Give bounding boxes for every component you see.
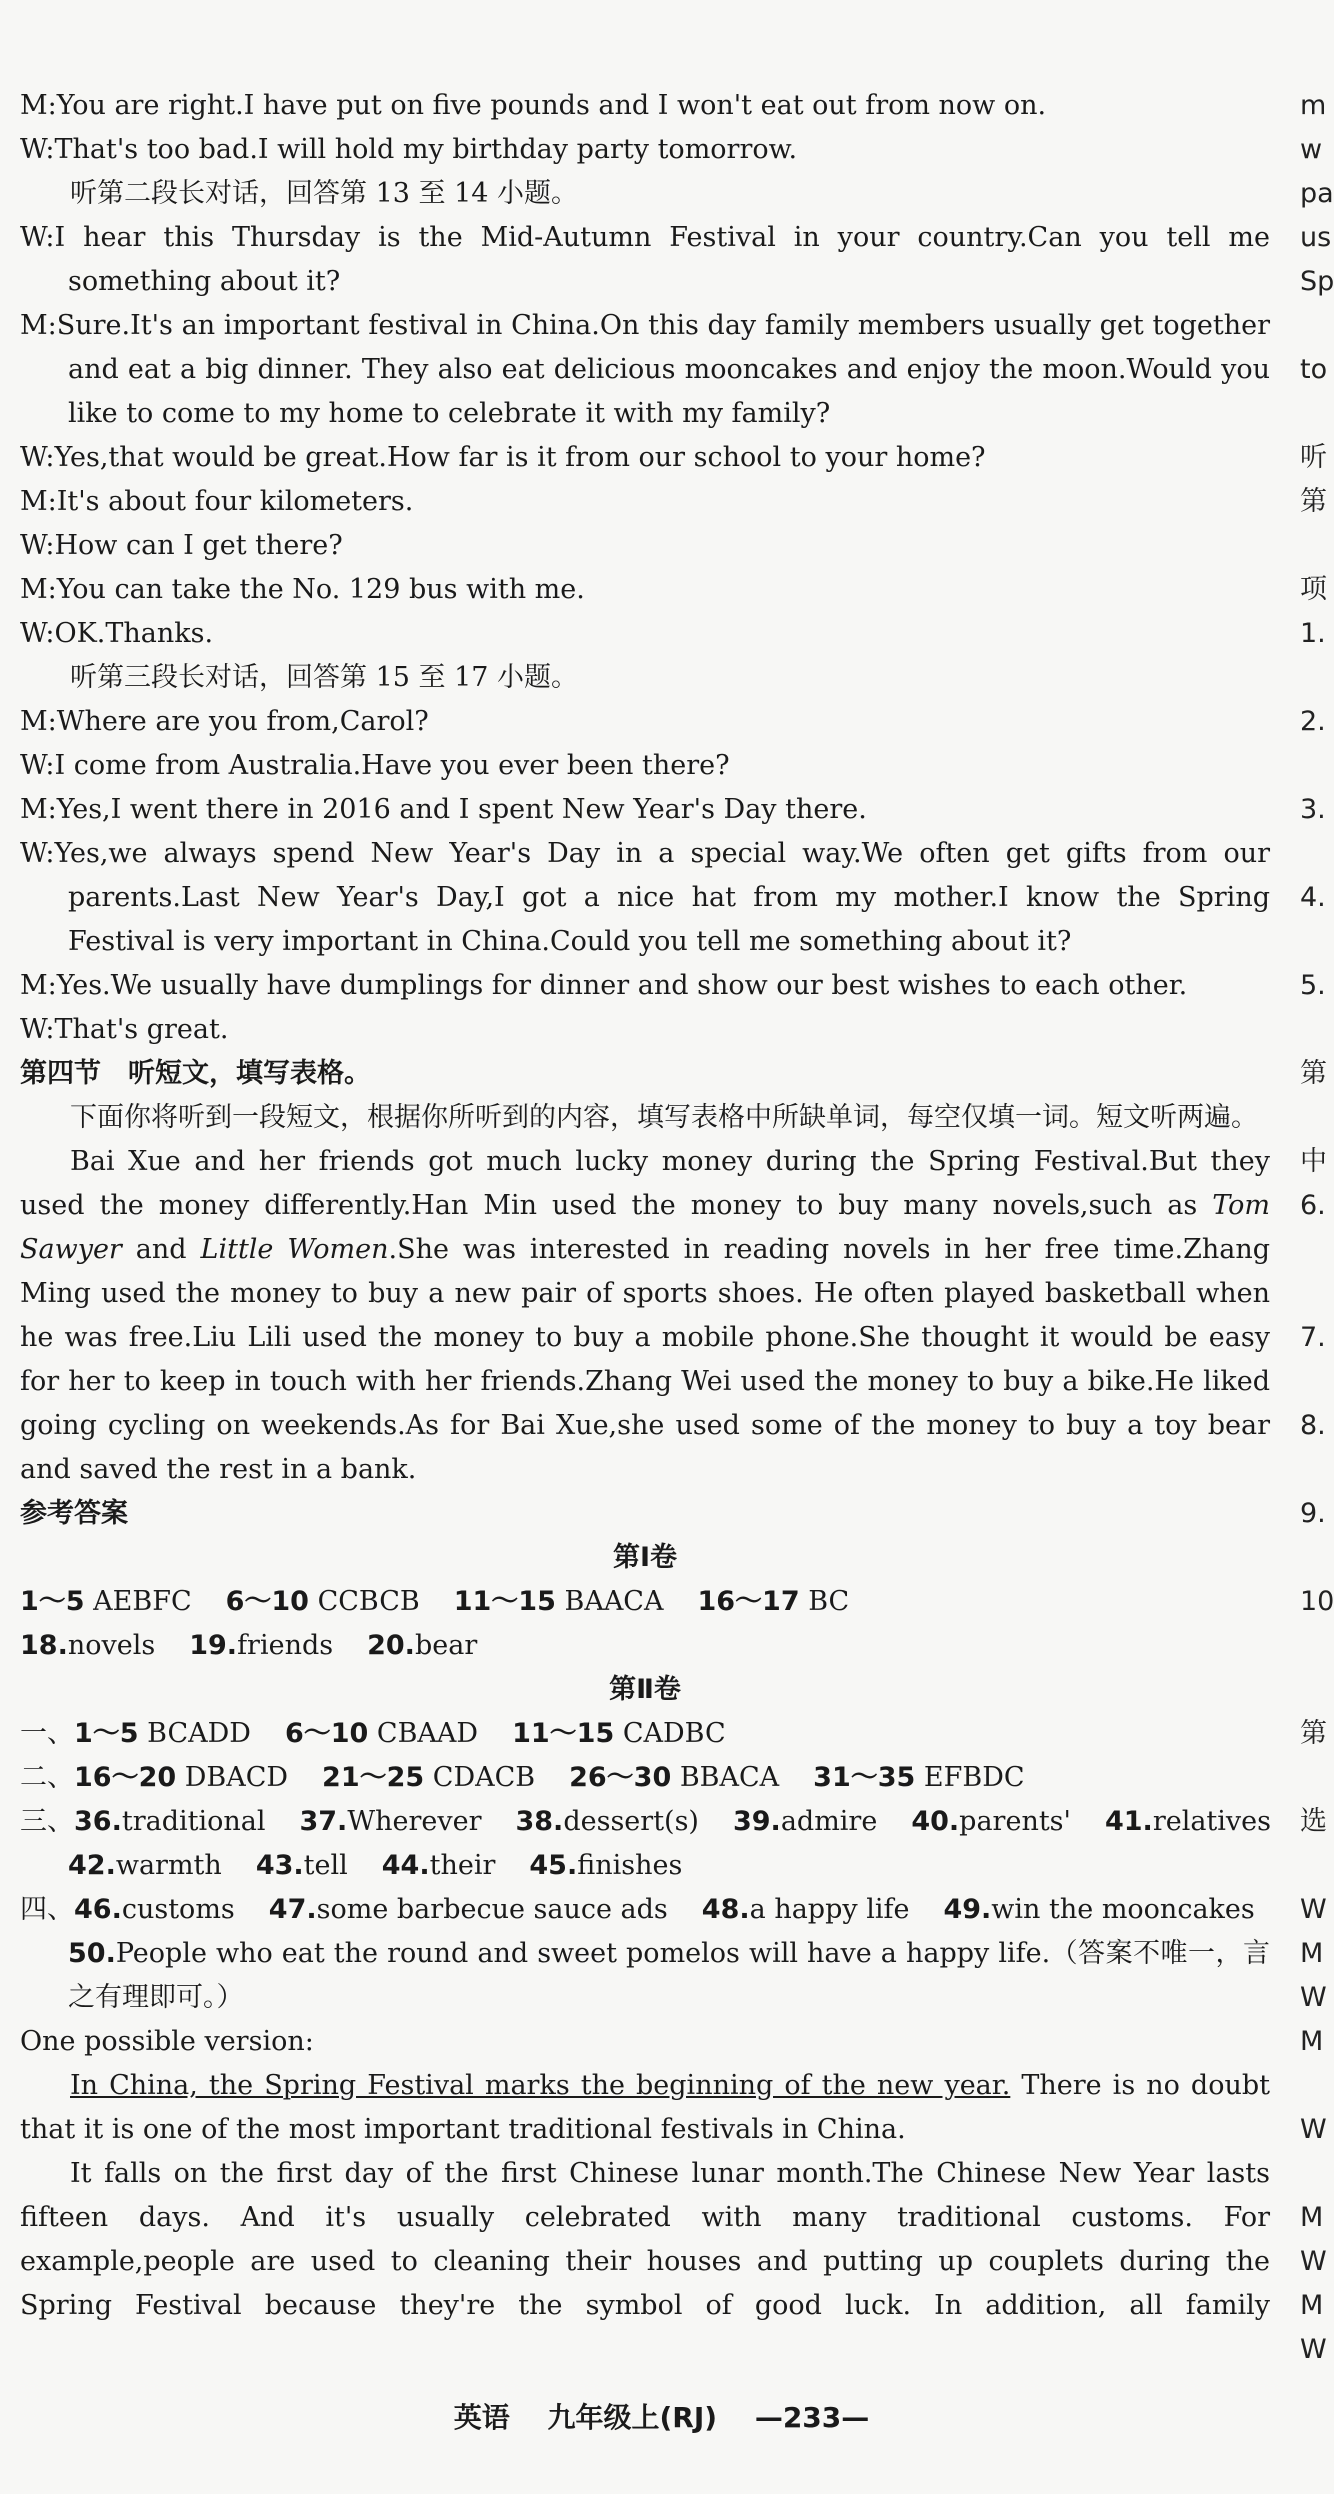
- answer-value: warmth: [115, 1850, 222, 1881]
- answer-number: 16～20: [74, 1762, 177, 1793]
- answer-number: 36.: [74, 1806, 122, 1837]
- dialogue-line: W:OK.Thanks.: [20, 618, 214, 649]
- answer-item: [68, 1850, 222, 1881]
- answer-number: 31～35: [813, 1762, 916, 1793]
- answer-item: [74, 1806, 265, 1837]
- answer-value: parents': [959, 1806, 1071, 1837]
- dialogue-line: W:That's too bad.I will hold my birthday party tomorrow.: [20, 134, 798, 165]
- answer-section-prefix: 一、: [20, 1718, 74, 1749]
- essay-paragraph-2: It falls on the first day of the first Chinese lunar month.The Chinese New Year lasts fifteen days. And it's usually celebrated with many traditional customs. For example,people are used to cleaning their houses and putting up couplets during the Spring Festival because they're the symbol of good luck. In addition, all family: [20, 2158, 1270, 2321]
- answer-item: [569, 1762, 779, 1793]
- answer-item: [454, 1586, 664, 1617]
- answer-item: [529, 1850, 682, 1881]
- volume-2-answers-part-4: [20, 1888, 1270, 1932]
- column-fragment: m: [1300, 90, 1327, 121]
- instruction-13-14: 听第二段长对话，回答第 13 至 14 小题。: [70, 178, 579, 209]
- column-fragment: W: [1300, 2114, 1327, 2145]
- answer-item: [20, 1630, 155, 1661]
- answer-number: 38.: [515, 1806, 564, 1837]
- answer-item: [256, 1850, 348, 1881]
- section-4-title: 第四节 听短文，填写表格。: [20, 1058, 371, 1089]
- volume-2-title: 第Ⅱ卷: [609, 1674, 681, 1705]
- book-title-2: Little Women: [200, 1234, 389, 1265]
- answer-number: 46.: [74, 1894, 122, 1925]
- answer-item: [382, 1850, 496, 1881]
- answer-item: [269, 1894, 668, 1925]
- dialogue-line: M:Yes,I went there in 2016 and I spent New Year's Day there.: [20, 794, 867, 825]
- answer-value: traditional: [121, 1806, 266, 1837]
- answer-number: 45.: [529, 1850, 578, 1881]
- answer-item: [226, 1586, 420, 1617]
- column-fragment: 4.: [1300, 882, 1326, 913]
- answer-value: bear: [414, 1630, 478, 1661]
- answer-number: 11～15: [453, 1586, 556, 1617]
- volume-2-answers-part-2: [20, 1756, 1270, 1800]
- essay-paragraph-1-rest: There is no doubt that it is one of the most important traditional festivals in China.: [20, 2070, 1270, 2145]
- dialogue-line: W:I hear this Thursday is the Mid-Autumn Festival in your country.Can you tell me something about it?: [20, 222, 1270, 297]
- book-title-1: Tom Sawyer: [20, 1190, 1270, 1265]
- answer-value: CBAAD: [368, 1718, 479, 1749]
- answer-number: 20.: [367, 1630, 415, 1661]
- answer-value: relatives: [1152, 1806, 1272, 1837]
- volume-2-answers-part-3: [20, 1800, 1270, 1844]
- answer-number: 42.: [68, 1850, 116, 1881]
- answer-number: 48.: [701, 1894, 750, 1925]
- dialogue-part-1: [20, 84, 1270, 172]
- column-fragment: pa: [1300, 178, 1334, 209]
- answer-number: 18.: [20, 1630, 68, 1661]
- answer-number: 37.: [299, 1806, 348, 1837]
- answer-number: 43.: [255, 1850, 304, 1881]
- dialogue-line: M:Sure.It's an important festival in China.On this day family members usually get together and eat a big dinner. They also eat delicious mooncakes and enjoy the moon.Would you like to come to my home to celebrate it with my family?: [20, 310, 1270, 429]
- column-fragment: W: [1300, 2334, 1327, 2365]
- answer-number: 44.: [381, 1850, 430, 1881]
- answer-item: [911, 1806, 1071, 1837]
- answer-item: [512, 1718, 726, 1749]
- answer-value: win the mooncakes: [991, 1894, 1255, 1925]
- answer-item: [20, 1586, 192, 1617]
- column-fragment: M: [1300, 1938, 1324, 1969]
- column-fragment: 第: [1300, 1718, 1327, 1749]
- essay-topic-sentence: In China, the Spring Festival marks the beginning of the new year.: [70, 2070, 1011, 2101]
- dialogue-line: W:That's great.: [20, 1014, 229, 1045]
- answer-item: [367, 1630, 477, 1661]
- answer-number: 6～10: [284, 1718, 369, 1749]
- answer-value: EFBDC: [915, 1762, 1025, 1793]
- answer-number: 26～30: [569, 1762, 672, 1793]
- instruction-15-17: 听第三段长对话，回答第 15 至 17 小题。: [70, 662, 579, 693]
- answer-number: 40.: [911, 1806, 960, 1837]
- column-fragment: 项: [1300, 574, 1327, 605]
- next-page-column-fragment: [1300, 84, 1334, 2374]
- answer-number: 39.: [732, 1806, 781, 1837]
- answer-item: [813, 1762, 1024, 1793]
- answer-value: CDACB: [424, 1762, 536, 1793]
- dialogue-line: M:You can take the No. 129 bus with me.: [20, 574, 585, 605]
- dialogue-line: M:You are right.I have put on five pounds and I won't eat out from now on.: [20, 90, 1047, 121]
- answer-item: [189, 1630, 333, 1661]
- answer-number: 21～25: [322, 1762, 425, 1793]
- answer-item: [74, 1718, 251, 1749]
- answer-value: finishes: [577, 1850, 683, 1881]
- footer-grade: 九年级上(RJ): [547, 2401, 718, 2434]
- answer-value: friends: [237, 1630, 334, 1661]
- version-label: One possible version:: [20, 2026, 314, 2057]
- dialogue-line: M:Yes.We usually have dumplings for dinner and show our best wishes to each other.: [20, 970, 1188, 1001]
- answer-section-prefix: 三、: [20, 1806, 74, 1837]
- answer-item: [733, 1806, 877, 1837]
- column-fragment: 2.: [1300, 706, 1326, 737]
- answer-item: [74, 1894, 235, 1925]
- listening-passage: [20, 1140, 1270, 1492]
- column-fragment: to: [1300, 354, 1328, 385]
- answer-section-prefix: 四、: [20, 1894, 74, 1925]
- answer-value: CADBC: [614, 1718, 726, 1749]
- column-fragment: W: [1300, 1894, 1327, 1925]
- passage-part-2: .She was interested in reading novels in her free time.Zhang Ming used the money to buy a new pair of sports shoes. He often played basketball when he was free.Liu Lili used the money to buy a mobile phone.She thought it would be easy for her to keep in touch with her friends.Zhang Wei used the money to buy a bike.He liked going cycling on weekends.As for Bai Xue,she used some of the money to buy a toy bear and saved the rest in a bank.: [20, 1234, 1271, 1485]
- dialogue-line: W:Yes,we always spend New Year's Day in a special way.We often get gifts from our parents.Last New Year's Day,I got a nice hat from my mother.I know the Spring Festival is very important in China.Could you tell me something about it?: [20, 838, 1270, 957]
- answer-50: [20, 1932, 1270, 2020]
- answers-title: 参考答案: [20, 1498, 128, 1529]
- answer-number: 1～5: [20, 1586, 85, 1617]
- answer-number: 6～10: [225, 1586, 309, 1617]
- answer-value: DBACD: [176, 1762, 289, 1793]
- column-fragment: 选: [1300, 1806, 1327, 1837]
- answer-value: BBACA: [671, 1762, 780, 1793]
- answer-value: some barbecue sauce ads: [316, 1894, 668, 1925]
- column-fragment: W: [1300, 2246, 1327, 2277]
- column-fragment: 1.: [1300, 618, 1326, 649]
- answer-value: dessert(s): [563, 1806, 699, 1837]
- volume-2-answers-part-3-cont: [20, 1844, 1270, 1888]
- answer-number: 41.: [1104, 1806, 1153, 1837]
- answer-number: 47.: [268, 1894, 317, 1925]
- answer-item: [299, 1806, 481, 1837]
- column-fragment: M: [1300, 2026, 1324, 2057]
- answer-value: Wherever: [347, 1806, 482, 1837]
- column-fragment: 7.: [1300, 1322, 1326, 1353]
- answer-number: 11～15: [512, 1718, 615, 1749]
- section-4-instruction: 下面你将听到一段短文，根据你所听到的内容，填写表格中所缺单词，每空仅填一词。短文听两遍。: [70, 1102, 1258, 1133]
- column-fragment: 10: [1300, 1586, 1334, 1617]
- passage-part-1: Bai Xue and her friends got much lucky money during the Spring Festival.But they used the money differently.Han Min used the money to buy many novels,such as: [20, 1146, 1270, 1221]
- column-fragment: us: [1300, 222, 1332, 253]
- answer-value: novels: [67, 1630, 156, 1661]
- volume-1-title: 第Ⅰ卷: [612, 1542, 678, 1573]
- answer-value: tell: [303, 1850, 348, 1881]
- column-fragment: 8.: [1300, 1410, 1326, 1441]
- answer-item: [322, 1762, 535, 1793]
- answer-section-prefix: 二、: [20, 1762, 74, 1793]
- column-fragment: M: [1300, 2202, 1324, 2233]
- dialogue-line: W:Yes,that would be great.How far is it from our school to your home?: [20, 442, 986, 473]
- answer-value: customs: [121, 1894, 235, 1925]
- column-fragment: 5.: [1300, 970, 1326, 1001]
- answer-value: admire: [780, 1806, 878, 1837]
- passage-and: and: [121, 1234, 201, 1265]
- answer-value: BC: [799, 1586, 850, 1617]
- answer-item: [697, 1586, 849, 1617]
- dialogue-part-2: [20, 216, 1270, 656]
- volume-1-answers-row-2: [20, 1624, 1270, 1668]
- column-fragment: M: [1300, 2290, 1324, 2321]
- dialogue-part-3: [20, 700, 1270, 1052]
- dialogue-line: M:Where are you from,Carol?: [20, 706, 429, 737]
- column-fragment: W: [1300, 1982, 1327, 2013]
- answer-item: [285, 1718, 478, 1749]
- answer-item: [1105, 1806, 1271, 1837]
- answer-value: a happy life: [749, 1894, 910, 1925]
- column-fragment: w: [1300, 134, 1323, 165]
- column-fragment: 听: [1300, 442, 1327, 473]
- answer-item: [74, 1762, 288, 1793]
- answer-50-number: 50.: [68, 1938, 116, 1969]
- essay-paragraph-1: [20, 2064, 1270, 2152]
- volume-2-answers-part-1: [20, 1712, 1270, 1756]
- footer-subject: 英语: [453, 2401, 510, 2434]
- column-fragment: 9.: [1300, 1498, 1326, 1529]
- answer-50-text: People who eat the round and sweet pomelos will have a happy life.（答案不唯一，言之有理即可。）: [68, 1938, 1270, 2013]
- answer-value: BAACA: [555, 1586, 664, 1617]
- answer-value: BCADD: [138, 1718, 251, 1749]
- column-fragment: 中: [1300, 1146, 1327, 1177]
- answer-item: [702, 1894, 910, 1925]
- answer-number: 1～5: [74, 1718, 139, 1749]
- volume-1-answers-row-1: [20, 1580, 1270, 1624]
- column-fragment: 6.: [1300, 1190, 1326, 1221]
- column-fragment: 第: [1300, 1058, 1327, 1089]
- answer-item: [515, 1806, 698, 1837]
- answer-value: AEBFC: [84, 1586, 192, 1617]
- answer-number: 19.: [189, 1630, 238, 1661]
- page-content: [20, 84, 1270, 2328]
- answer-number: 49.: [943, 1894, 992, 1925]
- answer-value: CCBCB: [308, 1586, 420, 1617]
- dialogue-line: W:I come from Australia.Have you ever been there?: [20, 750, 730, 781]
- column-fragment: Sp: [1300, 266, 1334, 297]
- page-footer: [0, 2396, 1323, 2436]
- column-fragment: 第: [1300, 486, 1327, 517]
- dialogue-line: M:It's about four kilometers.: [20, 486, 414, 517]
- answer-number: 16～17: [697, 1586, 800, 1617]
- footer-page-number: —233—: [754, 2401, 870, 2434]
- answer-value: their: [429, 1850, 496, 1881]
- column-fragment: 3.: [1300, 794, 1326, 825]
- dialogue-line: W:How can I get there?: [20, 530, 343, 561]
- answer-item: [943, 1894, 1254, 1925]
